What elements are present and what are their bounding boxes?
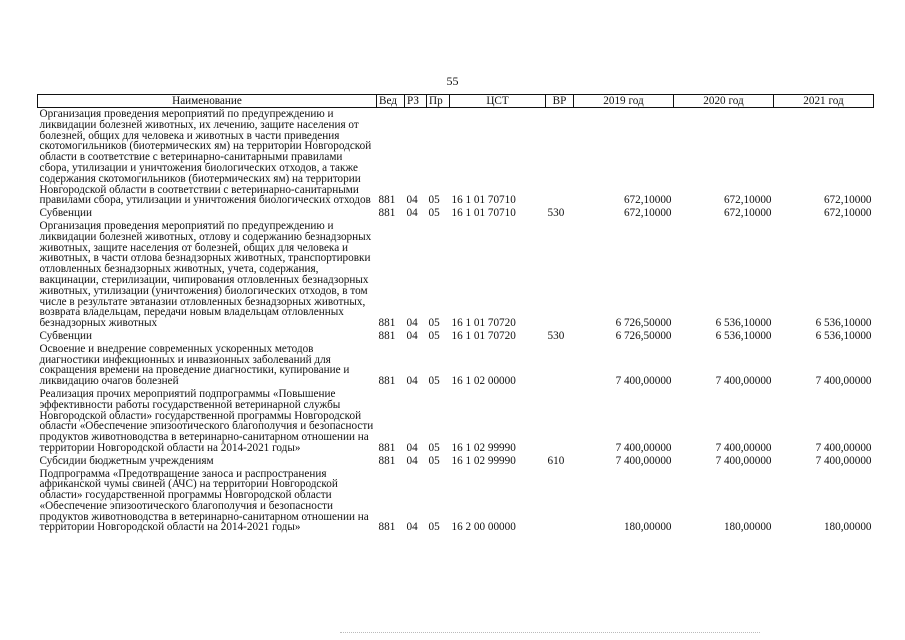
row-name: Организация проведения мероприятий по предупреждению и ликвидации болезней животных, их лечению, защите населения от болезней, общих для человека и животных в части приведения скотомогильников (биотермических ям) на территории Новгородской области в соответствие с ветеринарно-санитарными правилами сбора, утилизации и уничтожения биологических отходов, а также содержания скотомогильников (биотермических ям) на территории Новгородской области в соответствии с ветеринарно-санитарными правилами сбора, утилизации и уничтожения биологических отходов [39,108,372,207]
header-rz: РЗ [405,95,427,108]
row-rz: 04 [406,454,418,467]
header-2019: 2019 год [574,95,674,108]
row-cst: 16 1 02 99990 [451,454,516,467]
row-cst: 16 1 01 70720 [451,317,516,330]
row-cst: 16 1 02 00000 [451,375,516,388]
row-name: Реализация прочих мероприятий подпрограммы «Повышение эффективности работы государственной ветеринарной службы Новгородской области» государственной программы Новгородской области «Обеспечение эпизоотического благополучия и безопасности продуктов животноводства в ветеринарно-санитарном отношении на территории Новгородской области на 2014-2021 годы» [39,387,374,454]
row-pr: 05 [428,207,440,220]
row-2019: 7 400,00000 [615,375,672,388]
row-pr: 05 [428,194,440,207]
header-2021: 2021 год [774,95,874,108]
row-pr: 05 [428,329,440,342]
row-vr [546,468,574,535]
row-ved: 881 [378,194,396,207]
row-name: Подпрограмма «Предотвращение заноса и распространения африканской чумы свиней (АЧС) на территории Новгородской области» государственной программы Новгородской области «Обеспечение эпизоотического благополучия и безопасности продуктов животноводства в ветеринарно-санитарном отношении на территории Новгородской области на 2014-2021 годы» [39,467,369,534]
row-pr: 05 [428,441,440,454]
row-rz: 04 [406,375,418,388]
row-ved: 881 [378,441,396,454]
row-cst: 16 1 02 99990 [451,441,516,454]
row-vr: 530 [547,329,565,342]
row-2019: 672,10000 [623,207,672,220]
header-vr: ВР [546,95,574,108]
row-cst: 16 1 01 70710 [451,207,516,220]
row-ved: 881 [378,454,396,467]
row-2021: 7 400,00000 [815,454,872,467]
row-name: Освоение и внедрение современных ускоренных методов диагностики инфекционных и инвазионных заболеваний для сокращения времени на проведение диагностики, купирование и ликвидацию очагов болезней [39,342,350,388]
row-vr [546,220,574,330]
row-2021: 180,00000 [823,521,872,534]
row-pr: 05 [428,521,440,534]
row-2020: 6 536,10000 [715,329,772,342]
table-row [38,468,874,535]
row-name: Субсидии бюджетным учреждениям [39,454,214,467]
row-name: Организация проведения мероприятий по предупреждению и ликвидации болезней животных, отлову и содержанию безнадзорных животных, защите населения от болезней, общих для человека и животных, в части отлова безнадзорных животных, транспортировки отловленных безнадзорных животных, учета, содержания, вакцинации, стерилизации, чипирования отловленных безнадзорных животных, утилизации (уничтожения) биологических отходов, в том числе в результате эвтаназии отловленных безнадзорных животных, возврата владельцам, передачи новым владельцам отловленных безнадзорных животных [39,219,372,330]
row-name: Субвенции [39,329,92,342]
row-2019: 7 400,00000 [615,454,672,467]
table-row [38,108,874,208]
header-name: Наименование [38,95,377,108]
row-name: Субвенции [39,207,92,220]
row-rz: 04 [406,207,418,220]
row-2020: 180,00000 [723,521,772,534]
budget-table [37,94,874,534]
header-ved: Вед [377,95,405,108]
row-2020: 672,10000 [723,194,772,207]
row-2021: 672,10000 [823,194,872,207]
row-vr: 610 [547,454,565,467]
table-row [38,330,874,343]
row-rz: 04 [406,317,418,330]
row-2020: 7 400,00000 [715,441,772,454]
table-row [38,220,874,330]
row-vr [546,108,574,208]
row-2021: 7 400,00000 [815,375,872,388]
row-2021: 672,10000 [823,207,872,220]
row-2020: 6 536,10000 [715,317,772,330]
header-2020: 2020 год [674,95,774,108]
row-rz: 04 [406,194,418,207]
row-2020: 7 400,00000 [715,375,772,388]
header-cst: ЦСТ [450,95,546,108]
row-2021: 6 536,10000 [815,329,872,342]
table-row [38,455,874,468]
row-pr: 05 [428,375,440,388]
row-2019: 7 400,00000 [615,441,672,454]
row-ved: 881 [378,207,396,220]
row-2021: 6 536,10000 [815,317,872,330]
row-2019: 6 726,50000 [615,329,672,342]
table-row [38,207,874,220]
row-2019: 672,10000 [623,194,672,207]
table-row [38,388,874,455]
row-rz: 04 [406,329,418,342]
row-ved: 881 [378,317,396,330]
scan-artifact-marks [340,632,760,635]
row-vr [546,388,574,455]
row-cst: 16 2 00 00000 [451,521,516,534]
row-2019: 6 726,50000 [615,317,672,330]
row-pr: 05 [428,454,440,467]
table-row [38,343,874,388]
row-ved: 881 [378,375,396,388]
page-number: 55 [446,74,459,88]
table-header-row [38,95,874,108]
row-2020: 7 400,00000 [715,454,772,467]
row-ved: 881 [378,329,396,342]
row-vr: 530 [547,207,565,220]
row-2021: 7 400,00000 [815,441,872,454]
row-pr: 05 [428,317,440,330]
row-rz: 04 [406,521,418,534]
header-pr: Пр [427,95,450,108]
row-cst: 16 1 01 70710 [451,194,516,207]
row-vr [546,343,574,388]
row-ved: 881 [378,521,396,534]
row-2019: 180,00000 [623,521,672,534]
row-rz: 04 [406,441,418,454]
row-cst: 16 1 01 70720 [451,329,516,342]
row-2020: 672,10000 [723,207,772,220]
